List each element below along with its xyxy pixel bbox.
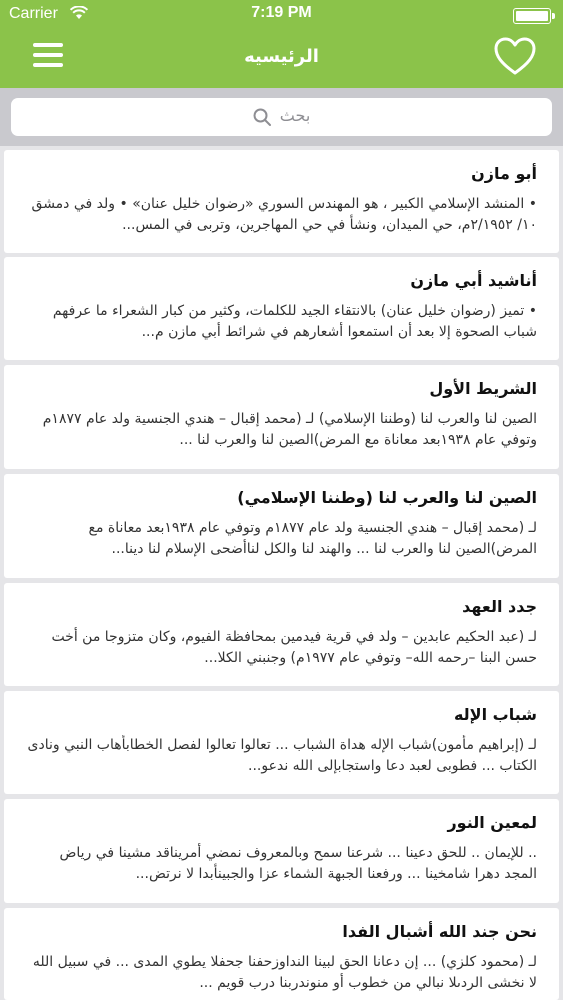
carrier-label: Carrier xyxy=(9,5,58,22)
menu-icon-bar xyxy=(33,53,63,57)
item-title: الشريط الأول xyxy=(429,379,537,398)
item-title: لمعين النور xyxy=(447,813,537,832)
menu-icon xyxy=(33,43,63,47)
item-title: الصين لنا والعرب لنا (وطننا الإسلامي) xyxy=(237,488,537,507)
item-title: نحن جند الله أشبال الفدا xyxy=(342,922,537,941)
search-icon xyxy=(253,108,271,126)
nav-bar xyxy=(0,30,563,88)
heart-icon xyxy=(493,36,537,76)
list-item[interactable] xyxy=(4,257,559,360)
item-excerpt: .. للإيمان .. للحق دعينا ... شرعنا سمح وبالمعروف نمضي أمريناقد مشينا في رياض المجد دهرا شامخينا ... ورفعنا الجبهة الشماء عزا والجبينأبدا لا نرتض... xyxy=(59,845,537,882)
item-excerpt: لـ (محمد إقبال – هندي الجنسية ولد عام ١٨٧٧م وتوفي عام ١٩٣٨بعد معاناة مع المرض)الصين لنا والعرب لنا ... والهند لنا والكل لناأضحى الإسلام لنا دينا... xyxy=(88,520,537,557)
item-title: أبو مازن xyxy=(471,164,537,183)
favorites-button[interactable] xyxy=(493,36,537,76)
list-item[interactable] xyxy=(4,150,559,253)
list-item[interactable] xyxy=(4,583,559,686)
list-item[interactable] xyxy=(4,799,559,903)
search-field-content xyxy=(11,106,552,126)
list-item[interactable] xyxy=(4,474,559,578)
search-input[interactable] xyxy=(11,98,552,136)
item-title: جدد العهد xyxy=(462,597,537,616)
status-bar xyxy=(0,0,563,30)
item-excerpt: • تميز (رضوان خليل عنان) بالانتقاء الجيد للكلمات، وكثير من كبار الشعراء ما عرفهم شباب الصحوة إلا بعد أن استمعوا أشعارهم في شرائط أبي مازن م... xyxy=(52,303,537,340)
app-header xyxy=(0,0,563,88)
list-item[interactable] xyxy=(4,365,559,469)
search-placeholder: بحث xyxy=(279,106,311,125)
item-title: شباب الإله xyxy=(453,705,537,724)
menu-button[interactable] xyxy=(33,43,63,67)
list-item[interactable] xyxy=(4,691,559,794)
item-excerpt: لـ (عبد الحكيم عابدين – ولد في قرية فيدمين بمحافظة الفيوم، وكان متزوجا من أخت حسن البنا –رحمه الله– وتوفي عام ١٩٧٧م) وجنبني الكلا... xyxy=(51,629,537,666)
item-excerpt: لـ (محمود كلزي) ... إن دعانا الحق لبينا النداوزحفنا جحفلا يطوي المدى ... في سبيل الله لا نخشى الردىلا نبالي من خطوب أو منوندربنا درب قويم ... xyxy=(32,954,537,991)
item-excerpt: الصين لنا والعرب لنا (وطننا الإسلامي) لـ (محمد إقبال – هندي الجنسية ولد عام ١٨٧٧م وتوفي عام ١٩٣٨بعد معاناة مع المرض)الصين لنا والعرب لنا ... xyxy=(42,411,537,448)
list-item[interactable] xyxy=(4,908,559,1000)
item-excerpt: • المنشد الإسلامي الكبير ، هو المهندس السوري «رضوان خليل عنان» • ولد في دمشق ١٠/ ٢/١٩٥٢م، حي الميدان، ونشأ في حي المهاجرين، وتربى في المس... xyxy=(31,196,537,233)
search-bar xyxy=(0,88,563,146)
battery-icon xyxy=(513,8,551,24)
menu-icon-bar xyxy=(33,63,63,67)
item-title: أناشيد أبي مازن xyxy=(410,271,537,290)
item-excerpt: لـ (إبراهيم مأمون)شباب الإله هداة الشباب ... تعالوا تعالوا لفصل الخطابأهاب النبي ونادى الكتاب ... فطوبى لعبد دعا واستجابإلى الله ندعو... xyxy=(27,737,537,774)
page-title: الرئيسيه xyxy=(244,46,319,67)
status-time: 7:19 PM xyxy=(251,4,312,21)
